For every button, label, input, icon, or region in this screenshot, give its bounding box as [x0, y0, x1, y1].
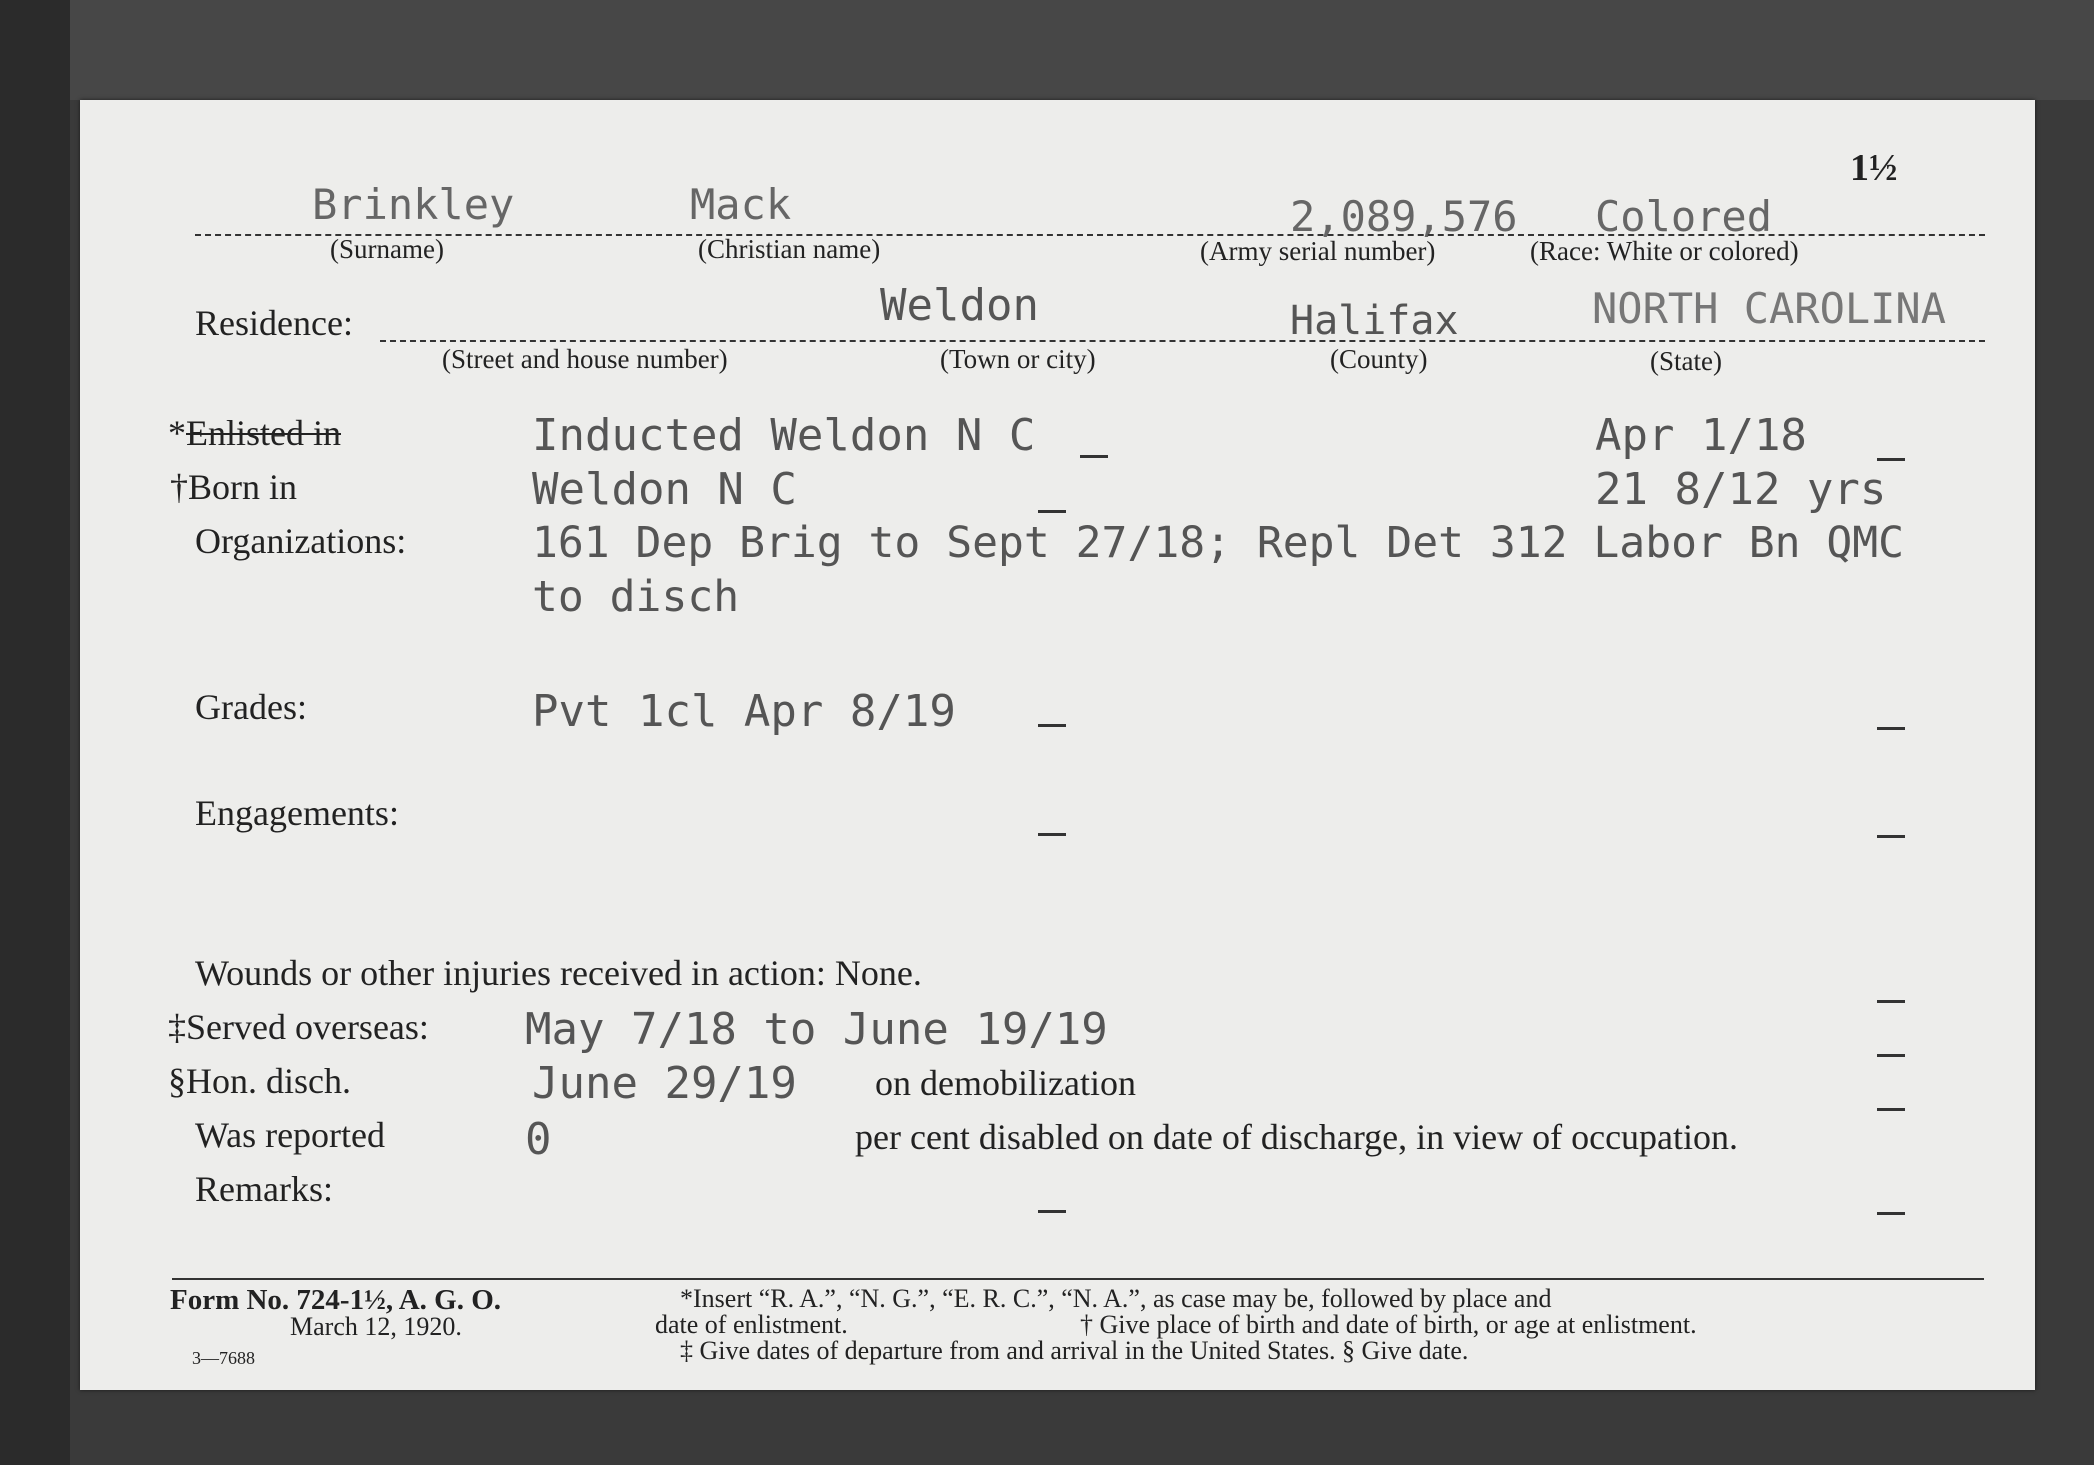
county-caption: (County): [1330, 344, 1428, 374]
surname-caption: (Surname): [330, 234, 444, 264]
form-date: March 12, 1920.: [290, 1312, 462, 1341]
wounds-text: Wounds or other injuries received in action:: [195, 953, 826, 993]
grades-dash-end: [1877, 727, 1905, 730]
christian-name-value: Mack: [690, 180, 792, 229]
born-dash-mid: [1038, 510, 1066, 513]
organizations-line2: to disch: [532, 572, 740, 622]
enlisted-dash-end: [1877, 458, 1905, 461]
hon-disch-value: June 29/19: [532, 1058, 797, 1109]
print-code: 3—7688: [192, 1348, 255, 1368]
residence-label: Residence:: [195, 303, 353, 343]
engagements-label: Engagements:: [195, 793, 399, 833]
grades-label: Grades:: [195, 687, 307, 727]
born-label-text: Born in: [188, 467, 298, 507]
overseas-label-text: Served overseas:: [186, 1007, 429, 1047]
organizations-label: Organizations:: [195, 521, 407, 561]
remarks-label: Remarks:: [195, 1169, 333, 1209]
serial-number-value: 2,089,576: [1290, 192, 1518, 241]
enlisted-label-text: Enlisted in: [186, 413, 341, 453]
wounds-label: [195, 952, 922, 994]
footnote-3: ‡ Give dates of departure from and arrival in the United States. § Give date.: [680, 1336, 1469, 1365]
enlisted-date-value: Apr 1/18: [1595, 410, 1807, 461]
card-number: 1½: [1850, 147, 1898, 189]
reported-suffix: per cent disabled on date of discharge, in view of occupation.: [855, 1117, 1739, 1157]
overseas-value: May 7/18 to June 19/19: [525, 1004, 1108, 1055]
residence-town-value: Weldon: [880, 280, 1039, 331]
footnote-1: *Insert “R. A.”, “N. G.”, “E. R. C.”, “N. A.”, as case may be, followed by place and: [680, 1284, 1552, 1313]
surname-value: Brinkley: [312, 180, 515, 229]
footnote-2a: date of enlistment.: [655, 1310, 848, 1339]
christian-name-caption: (Christian name): [698, 234, 881, 264]
reported-value: 0: [525, 1114, 552, 1165]
wounds-dash-end: [1877, 1000, 1905, 1003]
race-caption: (Race: White or colored): [1530, 236, 1799, 266]
born-value: Weldon N C: [532, 464, 797, 515]
hon-disch-label-text: Hon. disch.: [186, 1061, 351, 1101]
organizations-line1: 161 Dep Brig to Sept 27/18; Repl Det 312 Labor Bn QMC: [532, 518, 1905, 568]
hon-disch-mark: §: [168, 1061, 186, 1101]
residence-county-value: Halifax: [1290, 298, 1459, 344]
grades-dash-mid: [1038, 724, 1066, 727]
enlisted-label: [168, 412, 341, 454]
residence-row-line: [380, 340, 1985, 342]
race-value: Colored: [1595, 192, 1773, 241]
overseas-label: [168, 1006, 429, 1048]
serial-number-caption: (Army serial number): [1200, 236, 1436, 266]
born-label: [170, 466, 297, 508]
footer-rule: [172, 1278, 1984, 1280]
engagements-dash-mid: [1038, 833, 1066, 836]
born-dagger: †: [170, 467, 188, 507]
footnote-2b: † Give place of birth and date of birth, or age at enlistment.: [1080, 1310, 1697, 1339]
hon-disch-suffix: on demobilization: [875, 1063, 1136, 1103]
form-number: Form No. 724-1½, A. G. O.: [170, 1284, 502, 1316]
enlisted-dash-mid: [1080, 455, 1108, 458]
reported-label: Was reported: [195, 1115, 386, 1155]
overseas-mark: ‡: [168, 1007, 186, 1047]
street-caption: (Street and house number): [442, 344, 728, 374]
scanner-background-top: [0, 0, 2094, 100]
remarks-dash-mid: [1038, 1210, 1066, 1213]
residence-state-value: NORTH CAROLINA: [1592, 284, 1947, 333]
service-record-card: [80, 100, 2035, 1390]
enlisted-value: Inducted Weldon N C: [532, 410, 1036, 461]
engagements-dash-end: [1877, 835, 1905, 838]
state-caption: (State): [1650, 346, 1722, 376]
town-caption: (Town or city): [940, 344, 1096, 374]
born-age-value: 21 8/12 yrs: [1595, 464, 1887, 515]
wounds-value: None.: [834, 953, 922, 993]
scanner-background-left: [0, 0, 70, 1465]
remarks-dash-end: [1877, 1212, 1905, 1215]
grades-value: Pvt 1cl Apr 8/19: [532, 686, 956, 737]
hon-disch-label: [168, 1060, 351, 1102]
enlisted-asterisk: *: [168, 413, 186, 453]
hon-disch-dash-end: [1877, 1108, 1905, 1111]
overseas-dash-end: [1877, 1054, 1905, 1057]
